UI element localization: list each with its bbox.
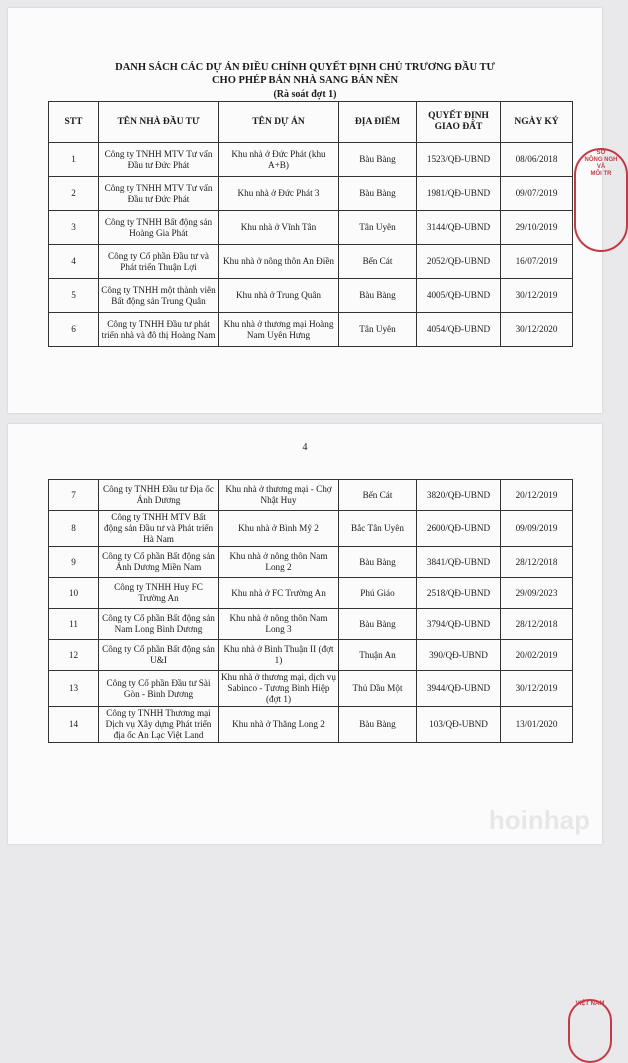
- table-row: [49, 143, 573, 177]
- cell-project: Khu nhà ở Đức Phát (khu A+B): [219, 143, 339, 177]
- table-header-row: [49, 102, 573, 143]
- document-page-1: [8, 8, 618, 413]
- cell-project: Khu nhà ở Thăng Long 2: [219, 707, 339, 743]
- cell-investor: Công ty Cổ phần Đầu tư Sài Gòn - Bình Dương: [99, 671, 219, 707]
- table-row: [49, 547, 573, 578]
- cell-project: Khu nhà ở thương mại, dịch vụ Sabinco - Tương Bình Hiệp (đợt 1): [219, 671, 339, 707]
- cell-stt: 1: [49, 143, 99, 177]
- cell-stt: 2: [49, 177, 99, 211]
- cell-location: Bắc Tân Uyên: [339, 511, 417, 547]
- cell-date: 09/09/2019: [501, 511, 573, 547]
- cell-investor: Công ty TNHH Huy FC Trường An: [99, 578, 219, 609]
- document-title-line-1: DANH SÁCH CÁC DỰ ÁN ĐIỀU CHỈNH QUYẾT ĐỊNH CHỦ TRƯƠNG ĐẦU TƯ: [115, 62, 495, 73]
- cell-decision: 4054/QĐ-UBND: [417, 313, 501, 347]
- cell-investor: Công ty Cổ phần Đầu tư và Phát triển Thuận Lợi: [99, 245, 219, 279]
- cell-location: Thủ Dầu Một: [339, 671, 417, 707]
- cell-decision: 2600/QĐ-UBND: [417, 511, 501, 547]
- cell-date: 13/01/2020: [501, 707, 573, 743]
- cell-investor: Công ty TNHH MTV Tư vấn Đầu tư Đức Phát: [99, 143, 219, 177]
- cell-decision: 3944/QĐ-UBND: [417, 671, 501, 707]
- cell-stt: 8: [49, 511, 99, 547]
- col-header-location: ĐỊA ĐIỂM: [339, 102, 417, 143]
- table-row: [49, 245, 573, 279]
- table-row: [49, 609, 573, 640]
- cell-stt: 7: [49, 480, 99, 511]
- official-seal-stamp: SỞ NÔNG NGH VÀ MÔI TR: [574, 148, 628, 252]
- cell-location: Bàu Bàng: [339, 279, 417, 313]
- cell-decision: 4005/QĐ-UBND: [417, 279, 501, 313]
- table-row: [49, 279, 573, 313]
- cell-decision: 1523/QĐ-UBND: [417, 143, 501, 177]
- table-row: [49, 211, 573, 245]
- cell-investor: Công ty TNHH một thành viên Bất động sản Trung Quân: [99, 279, 219, 313]
- cell-location: Tân Uyên: [339, 211, 417, 245]
- cell-project: Khu nhà ở Bình Thuận II (đợt 1): [219, 640, 339, 671]
- cell-investor: Công ty Cổ phần Bất động sản Ánh Dương Miền Nam: [99, 547, 219, 578]
- cell-decision: 1981/QĐ-UBND: [417, 177, 501, 211]
- cell-date: 29/10/2019: [501, 211, 573, 245]
- cell-location: Bến Cát: [339, 245, 417, 279]
- cell-investor: Công ty TNHH MTV Tư vấn Đầu tư Đức Phát: [99, 177, 219, 211]
- cell-stt: 9: [49, 547, 99, 578]
- cell-date: 28/12/2018: [501, 609, 573, 640]
- cell-location: Bàu Bàng: [339, 143, 417, 177]
- cell-stt: 14: [49, 707, 99, 743]
- cell-stt: 4: [49, 245, 99, 279]
- cell-date: 08/06/2018: [501, 143, 573, 177]
- official-seal-stamp: VIỆT NAM: [568, 999, 612, 1063]
- cell-date: 16/07/2019: [501, 245, 573, 279]
- table-row: [49, 578, 573, 609]
- watermark-logo: hoinhap: [488, 805, 590, 835]
- cell-investor: Công ty TNHH Bất động sản Hoàng Gia Phát: [99, 211, 219, 245]
- cell-decision: 3794/QĐ-UBND: [417, 609, 501, 640]
- cell-stt: 12: [49, 640, 99, 671]
- cell-date: 29/09/2023: [501, 578, 573, 609]
- cell-location: Bàu Bàng: [339, 177, 417, 211]
- cell-investor: Công ty Cổ phần Bất động sản Nam Long Bình Dương: [99, 609, 219, 640]
- cell-decision: 3841/QĐ-UBND: [417, 547, 501, 578]
- table-row: [49, 671, 573, 707]
- cell-date: 20/12/2019: [501, 480, 573, 511]
- col-header-decision: QUYẾT ĐỊNH GIAO ĐẤT: [417, 102, 501, 143]
- cell-investor: Công ty Cổ phần Bất động sản U&I: [99, 640, 219, 671]
- projects-table-page-1: [48, 101, 573, 347]
- cell-project: Khu nhà ở Bình Mỹ 2: [219, 511, 339, 547]
- page-number: 4: [302, 442, 308, 453]
- table-row: [49, 177, 573, 211]
- projects-table-page-2: [48, 479, 573, 743]
- cell-investor: Công ty TNHH MTV Bất động sản Đầu tư và Phát triển Hà Nam: [99, 511, 219, 547]
- table-row: [49, 640, 573, 671]
- cell-date: 28/12/2018: [501, 547, 573, 578]
- cell-project: Khu nhà ở nông thôn An Điền: [219, 245, 339, 279]
- cell-date: 09/07/2019: [501, 177, 573, 211]
- col-header-stt: STT: [49, 102, 99, 143]
- col-header-project: TÊN DỰ ÁN: [219, 102, 339, 143]
- cell-investor: Công ty TNHH Thương mại Dịch vụ Xây dựng Phát triển địa ốc An Lạc Việt Land: [99, 707, 219, 743]
- cell-project: Khu nhà ở thương mại Hoàng Nam Uyên Hưng: [219, 313, 339, 347]
- cell-investor: Công ty TNHH Đầu tư phát triển nhà và đô thị Hoàng Nam: [99, 313, 219, 347]
- cell-date: 30/12/2019: [501, 279, 573, 313]
- table-row: [49, 313, 573, 347]
- cell-location: Bàu Bàng: [339, 707, 417, 743]
- document-subtitle: (Rà soát đợt 1): [273, 89, 337, 100]
- cell-stt: 3: [49, 211, 99, 245]
- table-row: [49, 707, 573, 743]
- col-header-investor: TÊN NHÀ ĐẦU TƯ: [99, 102, 219, 143]
- cell-location: Tân Uyên: [339, 313, 417, 347]
- cell-project: Khu nhà ở FC Trường An: [219, 578, 339, 609]
- cell-decision: 2052/QĐ-UBND: [417, 245, 501, 279]
- cell-investor: Công ty TNHH Đầu tư Địa ốc Ánh Dương: [99, 480, 219, 511]
- cell-project: Khu nhà ở nông thôn Nam Long 2: [219, 547, 339, 578]
- table-row: [49, 511, 573, 547]
- cell-project: Khu nhà ở Đức Phát 3: [219, 177, 339, 211]
- cell-decision: 3144/QĐ-UBND: [417, 211, 501, 245]
- cell-location: Bến Cát: [339, 480, 417, 511]
- cell-stt: 5: [49, 279, 99, 313]
- cell-stt: 13: [49, 671, 99, 707]
- cell-decision: 103/QĐ-UBND: [417, 707, 501, 743]
- cell-project: Khu nhà ở Trung Quân: [219, 279, 339, 313]
- cell-location: Bàu Bàng: [339, 609, 417, 640]
- cell-location: Bàu Bàng: [339, 547, 417, 578]
- cell-decision: 390/QĐ-UBND: [417, 640, 501, 671]
- cell-stt: 6: [49, 313, 99, 347]
- cell-project: Khu nhà ở Vĩnh Tân: [219, 211, 339, 245]
- cell-project: Khu nhà ở thương mại - Chợ Nhật Huy: [219, 480, 339, 511]
- cell-decision: 2518/QĐ-UBND: [417, 578, 501, 609]
- document-page-2: [8, 424, 605, 1007]
- document-title-line-2: CHO PHÉP BÁN NHÀ SANG BÁN NỀN: [211, 75, 399, 86]
- cell-date: 30/12/2020: [501, 313, 573, 347]
- cell-date: 20/02/2019: [501, 640, 573, 671]
- cell-stt: 10: [49, 578, 99, 609]
- col-header-date: NGÀY KÝ: [501, 102, 573, 143]
- cell-stt: 11: [49, 609, 99, 640]
- cell-location: Phú Giáo: [339, 578, 417, 609]
- cell-location: Thuận An: [339, 640, 417, 671]
- cell-decision: 3820/QĐ-UBND: [417, 480, 501, 511]
- cell-date: 30/12/2019: [501, 671, 573, 707]
- cell-project: Khu nhà ở nông thôn Nam Long 3: [219, 609, 339, 640]
- table-row: [49, 480, 573, 511]
